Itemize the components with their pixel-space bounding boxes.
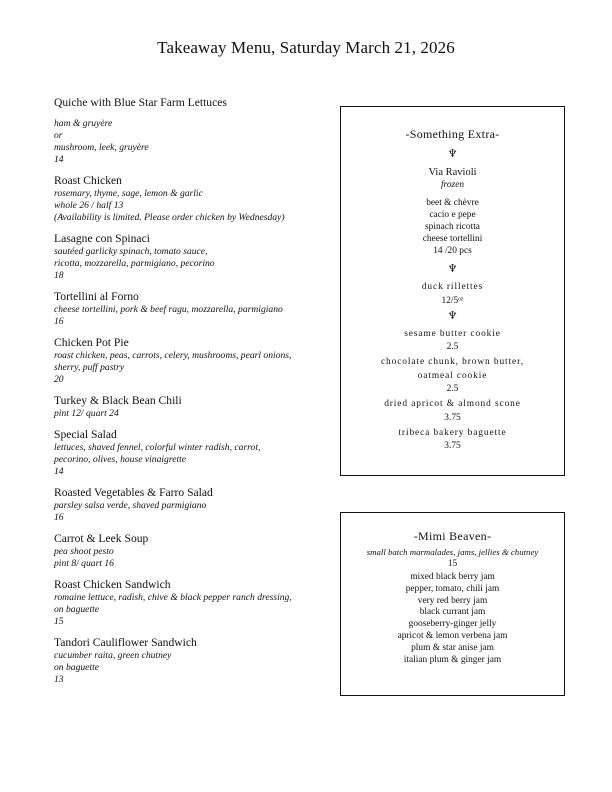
ravioli-price: 14 /20 pcs	[433, 246, 472, 256]
menu-item	[54, 428, 332, 478]
menu-item	[54, 336, 332, 386]
ravioli-flavor: spinach ricotta	[425, 222, 480, 232]
menu-item	[54, 290, 332, 328]
menu-item	[54, 532, 332, 570]
menu-item-desc	[54, 110, 332, 118]
menu-item-name: Chicken Pot Pie	[54, 336, 129, 349]
menu-item-desc: cucumber raita, green chutney	[54, 650, 172, 661]
menu-item-desc: cheese tortellini, pork & beef ragu, mozzarella, parmigiano	[54, 304, 283, 315]
extra-item-price: 3.75	[444, 412, 461, 423]
menu-item-desc: lettuces, shaved fennel, colorful winter radish, carrot,	[54, 442, 261, 453]
mimi-beaven-title: -Mimi Beaven-	[413, 529, 492, 543]
shell-ornament-icon: ♆	[447, 309, 458, 322]
menu-item	[54, 578, 332, 628]
menu-item-name: Turkey & Black Bean Chili	[54, 394, 182, 407]
jam-item: italian plum & ginger jam	[403, 654, 502, 665]
menu-item-price: 15	[54, 616, 64, 627]
menu-item-name: Roasted Vegetables & Farro Salad	[54, 486, 213, 499]
menu-item-price: 20	[54, 374, 64, 385]
menu-item-desc: pea shoot pesto	[54, 546, 114, 557]
jam-item: plum & star anise jam	[411, 642, 494, 653]
menu-item-desc: on baguette	[54, 604, 100, 615]
menu-item-name: Carrot & Leek Soup	[54, 532, 149, 545]
menu-item-desc: pint 12/ quart 24	[54, 408, 119, 419]
ravioli-flavor: cheese tortellini	[422, 234, 483, 244]
menu-list	[54, 96, 332, 694]
something-extra-box	[340, 106, 565, 476]
menu-item-desc: ham & gruyère	[54, 118, 113, 129]
jam-item: apricot & lemon verbena jam	[397, 630, 508, 641]
menu-item-price: 14	[54, 154, 64, 165]
menu-item-desc: sherry, puff pastry	[54, 362, 125, 373]
menu-item-desc: parsley salsa verde, shaved parmigiano	[54, 500, 207, 511]
shell-ornament-icon: ♆	[447, 263, 458, 275]
extra-item-price: 2.5	[446, 384, 459, 394]
menu-item-desc: ricotta, mozzarella, parmigiano, pecorino	[54, 258, 215, 269]
menu-item-price: 16	[54, 316, 64, 327]
extra-item-name: dried apricot & almond scone	[384, 399, 521, 409]
menu-item-name: Tandori Cauliflower Sandwich	[54, 636, 197, 649]
jam-item: pepper, tomato, chili jam	[405, 583, 500, 594]
ravioli-flavor: beet & chèvre	[426, 198, 479, 208]
jam-item: very red berry jam	[417, 595, 488, 606]
menu-item	[54, 394, 332, 420]
menu-item	[54, 96, 332, 166]
menu-item-desc: romaine lettuce, radish, chive & black pepper ranch dressing,	[54, 592, 292, 603]
extra-item-name: chocolate chunk, brown butter, oatmeal cookie	[381, 357, 524, 381]
ravioli-note: frozen	[440, 180, 465, 190]
extra-item-price: 3.75	[444, 441, 461, 451]
mimi-beaven-price: 15	[447, 559, 458, 569]
menu-item-desc: on baguette	[54, 662, 100, 673]
jam-item: black currant jam	[419, 607, 486, 618]
ravioli-name: Via Ravioli	[428, 167, 477, 178]
something-extra-title: -Something Extra-	[405, 127, 500, 141]
menu-item-desc: whole 26 / half 13	[54, 200, 124, 211]
menu-item-desc: or	[54, 130, 63, 141]
menu-item-name: Roast Chicken	[54, 174, 122, 187]
menu-item-desc: roast chicken, peas, carrots, celery, mushrooms, pearl onions,	[54, 350, 292, 361]
menu-item-desc: pecorino, olives, house vinaigrette	[54, 454, 187, 465]
menu-item-desc: mushroom, leek, gruyère	[54, 142, 149, 153]
extra-item-name: tribeca bakery baguette	[398, 427, 507, 438]
menu-item-name: Special Salad	[54, 428, 117, 441]
menu-item-desc: sautéed garlicky spinach, tomato sauce,	[54, 246, 208, 257]
rillettes-price: 12/5ᵒᶻ	[441, 295, 464, 306]
menu-item	[54, 636, 332, 686]
menu-item-price: 18	[54, 270, 64, 281]
rillettes-name: duck rillettes	[421, 282, 484, 292]
menu-item-name: Quiche with Blue Star Farm Lettuces	[54, 96, 227, 109]
menu-item-price: 13	[54, 674, 64, 685]
menu-item-name: Lasagne con Spinaci	[54, 232, 150, 245]
shell-ornament-icon: ♆	[447, 148, 458, 160]
jam-item: gooseberry-ginger jelly	[408, 619, 497, 630]
menu-item-desc: (Availability is limited. Please order chicken by Wednesday)	[54, 212, 285, 223]
menu-item	[54, 174, 332, 224]
mimi-beaven-subtitle: small batch marmalades, jams, jellies & chutney	[366, 547, 539, 557]
mimi-beaven-box	[340, 512, 565, 696]
page-title: Takeaway Menu, Saturday March 21, 2026	[157, 38, 455, 57]
menu-item-price: 14	[54, 466, 64, 477]
menu-item-desc: pint 8/ quart 16	[54, 558, 114, 569]
menu-item-desc: rosemary, thyme, sage, lemon & garlic	[54, 188, 203, 199]
menu-item	[54, 232, 332, 282]
menu-item-name: Roast Chicken Sandwich	[54, 578, 171, 591]
menu-item-price: 16	[54, 512, 64, 523]
menu-item-name: Tortellini al Forno	[54, 290, 139, 303]
jam-item: mixed black berry jam	[410, 572, 495, 582]
ravioli-flavor: cacio e pepe	[429, 210, 476, 220]
menu-item	[54, 486, 332, 524]
extra-item-price: 2.5	[446, 342, 459, 352]
extra-item-name: sesame butter cookie	[404, 328, 501, 339]
